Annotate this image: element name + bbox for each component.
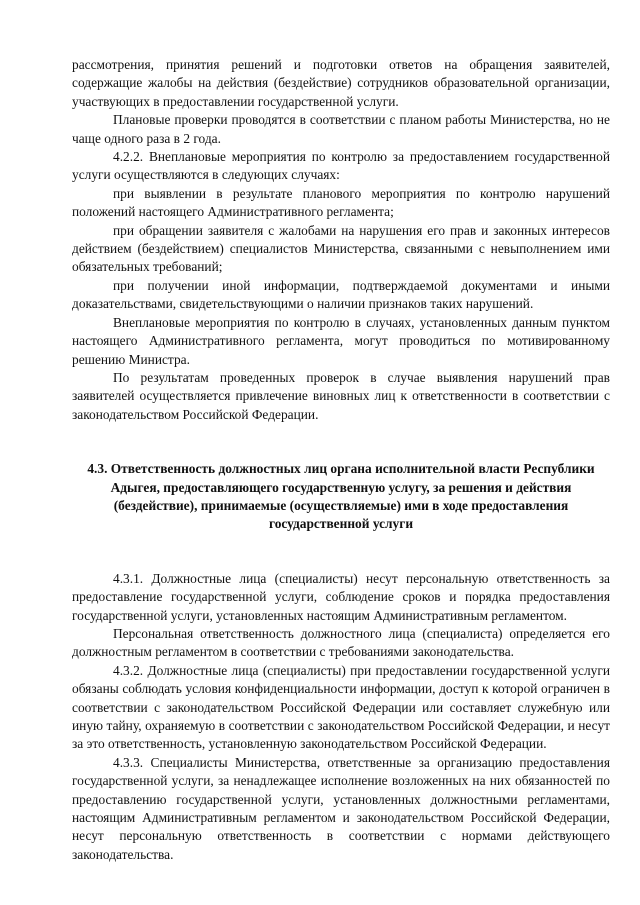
- paragraph-4-2-2: 4.2.2. Внеплановые мероприятия по контролю за предоставлением государственной услуги осуществляются в следующих случаях:: [72, 149, 610, 183]
- paragraph-4-3-2: 4.3.2. Должностные лица (специалисты) при предоставлении государственной услуги обязаны соблюдать условия конфиденциальности информации, доступ к которой ограничен в соответствии с законодательством Российской Федерации или составляет служебную или иную тайну, охраняемую в соответствии с законодательством Российской Федерации, и несут за это ответственность, установленную законодательством Российской Федерации.: [72, 662, 610, 752]
- paragraph-case-2: при обращении заявителя с жалобами на нарушения его прав и законных интересов действием (бездействием) специалистов Министерства, связанными с невыполнением ими обязательных требований;: [72, 222, 610, 275]
- paragraph-personal-responsibility: Персональная ответственность должностного лица (специалиста) определяется его должностным регламентом в соответствии с требованиями законодательства.: [72, 625, 610, 660]
- paragraph-continuation: рассмотрения, принятия решений и подготовки ответов на обращения заявителей, содержащие жалобы на действия (бездействие) сотрудников образовательной организации, участвующих в предоставлении государственной услуги.: [72, 57, 610, 109]
- paragraph-case-3: при получении иной информации, подтверждаемой документами и иными доказательствами, свидетельствующими о наличии признаков таких нарушений.: [72, 277, 610, 312]
- document-page: [72, 56, 610, 864]
- paragraph-4-3-1: 4.3.1. Должностные лица (специалисты) несут персональную ответственность за предоставление государственной услуги, соблюдение сроков и порядка предоставления государственной услуги, установленных настоящим Административным регламентом.: [72, 570, 610, 623]
- paragraph-4-3-3: 4.3.3. Специалисты Министерства, ответственные за организацию предоставления государственной услуги, за ненадлежащее исполнение возложенных на них обязанностей по предоставлению государственной услуги, установленных должностными регламентами, настоящим Административным регламентом и законодательством Российской Федерации, несут персональную ответственность в соответствии с нормами действующего законодательства.: [72, 754, 610, 862]
- paragraph-inspection-results: По результатам проведенных проверок в случае выявления нарушений прав заявителей осуществляется привлечение виновных лиц к ответственности в соответствии с законодательством Российской Федерации.: [72, 369, 610, 422]
- section-heading-4-3: 4.3. Ответственность должностных лиц органа исполнительной власти Республики Адыгея, предоставляющего государственную услугу, за решения и действия (бездействие), принимаемые (осуществляемые) ими в ходе предоставления государственной услуги: [87, 461, 595, 532]
- spacer: [72, 534, 610, 570]
- paragraph-case-1: при выявлении в результате планового мероприятия по контролю нарушений положений настоящего Административного регламента;: [72, 185, 610, 220]
- paragraph-unplanned-activities: Внеплановые мероприятия по контролю в случаях, установленных данным пунктом настоящего Административного регламента, могут проводиться по мотивированному решению Министра.: [72, 314, 610, 367]
- paragraph-planned-inspections: Плановые проверки проводятся в соответствии с планом работы Министерства, но не чаще одного раза в 2 года.: [72, 112, 610, 146]
- spacer: [72, 424, 610, 460]
